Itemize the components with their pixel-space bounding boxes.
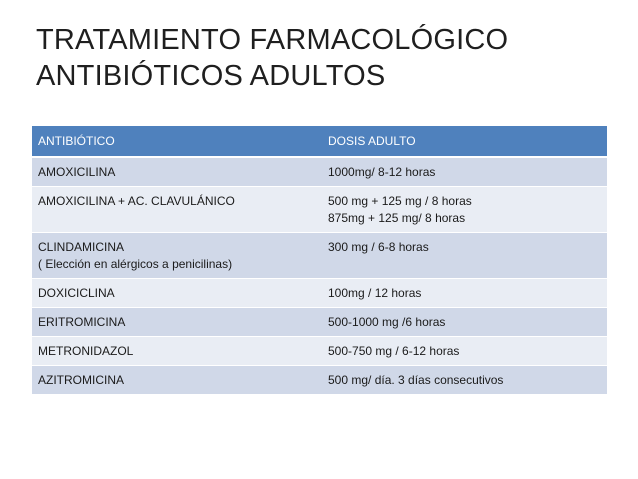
table-header-row <box>32 126 607 157</box>
dose-text: 500-1000 mg /6 horas <box>328 315 446 329</box>
antibiotic-name: CLINDAMICINA <box>38 240 125 254</box>
table-row <box>32 157 607 187</box>
dose-cell <box>322 308 607 337</box>
antibiotic-cell <box>32 279 322 308</box>
antibiotic-name: AZITROMICINA <box>38 373 124 387</box>
antibiotic-name: AMOXICILINA + AC. CLAVULÁNICO <box>38 194 235 208</box>
table-row <box>32 187 607 233</box>
dose-text: 500-750 mg / 6-12 horas <box>328 344 460 358</box>
antibiotic-name: ERITROMICINA <box>38 315 126 329</box>
antibiotic-cell <box>32 187 322 233</box>
dose-cell <box>322 366 607 395</box>
dose-text: 100mg / 12 horas <box>328 286 422 300</box>
dose-cell <box>322 233 607 279</box>
table-row <box>32 337 607 366</box>
antibiotic-name: METRONIDAZOL <box>38 344 134 358</box>
table-row <box>32 233 607 279</box>
dose-text: 300 mg / 6-8 horas <box>328 240 429 254</box>
antibiotic-cell <box>32 337 322 366</box>
title-line-2: ANTIBIÓTICOS ADULTOS <box>36 60 386 92</box>
table-row <box>32 308 607 337</box>
antibiotic-cell <box>32 233 322 279</box>
table-row <box>32 366 607 395</box>
antibiotics-table <box>32 126 607 395</box>
dose-text: 500 mg/ día. 3 días consecutivos <box>328 373 504 387</box>
dose-text: 500 mg + 125 mg / 8 horas <box>328 194 472 208</box>
antibiotic-cell <box>32 308 322 337</box>
antibiotic-name: DOXICICLINA <box>38 286 115 300</box>
title-line-1: TRATAMIENTO FARMACOLÓGICO <box>36 24 509 56</box>
slide-title <box>36 22 626 94</box>
antibiotic-cell <box>32 157 322 187</box>
dose-text: 1000mg/ 8-12 horas <box>328 165 436 179</box>
table-row <box>32 279 607 308</box>
dose-cell <box>322 187 607 233</box>
dose-text: 875mg + 125 mg/ 8 horas <box>328 211 466 225</box>
antibiotic-name: AMOXICILINA <box>38 165 116 179</box>
antibiotic-note: ( Elección en alérgicos a penicilinas) <box>38 257 233 271</box>
dose-cell <box>322 337 607 366</box>
dose-cell <box>322 279 607 308</box>
antibiotic-cell <box>32 366 322 395</box>
header-antibiotic: ANTIBIÓTICO <box>32 126 322 157</box>
header-adult-dose: DOSIS ADULTO <box>322 126 607 157</box>
dose-cell <box>322 157 607 187</box>
